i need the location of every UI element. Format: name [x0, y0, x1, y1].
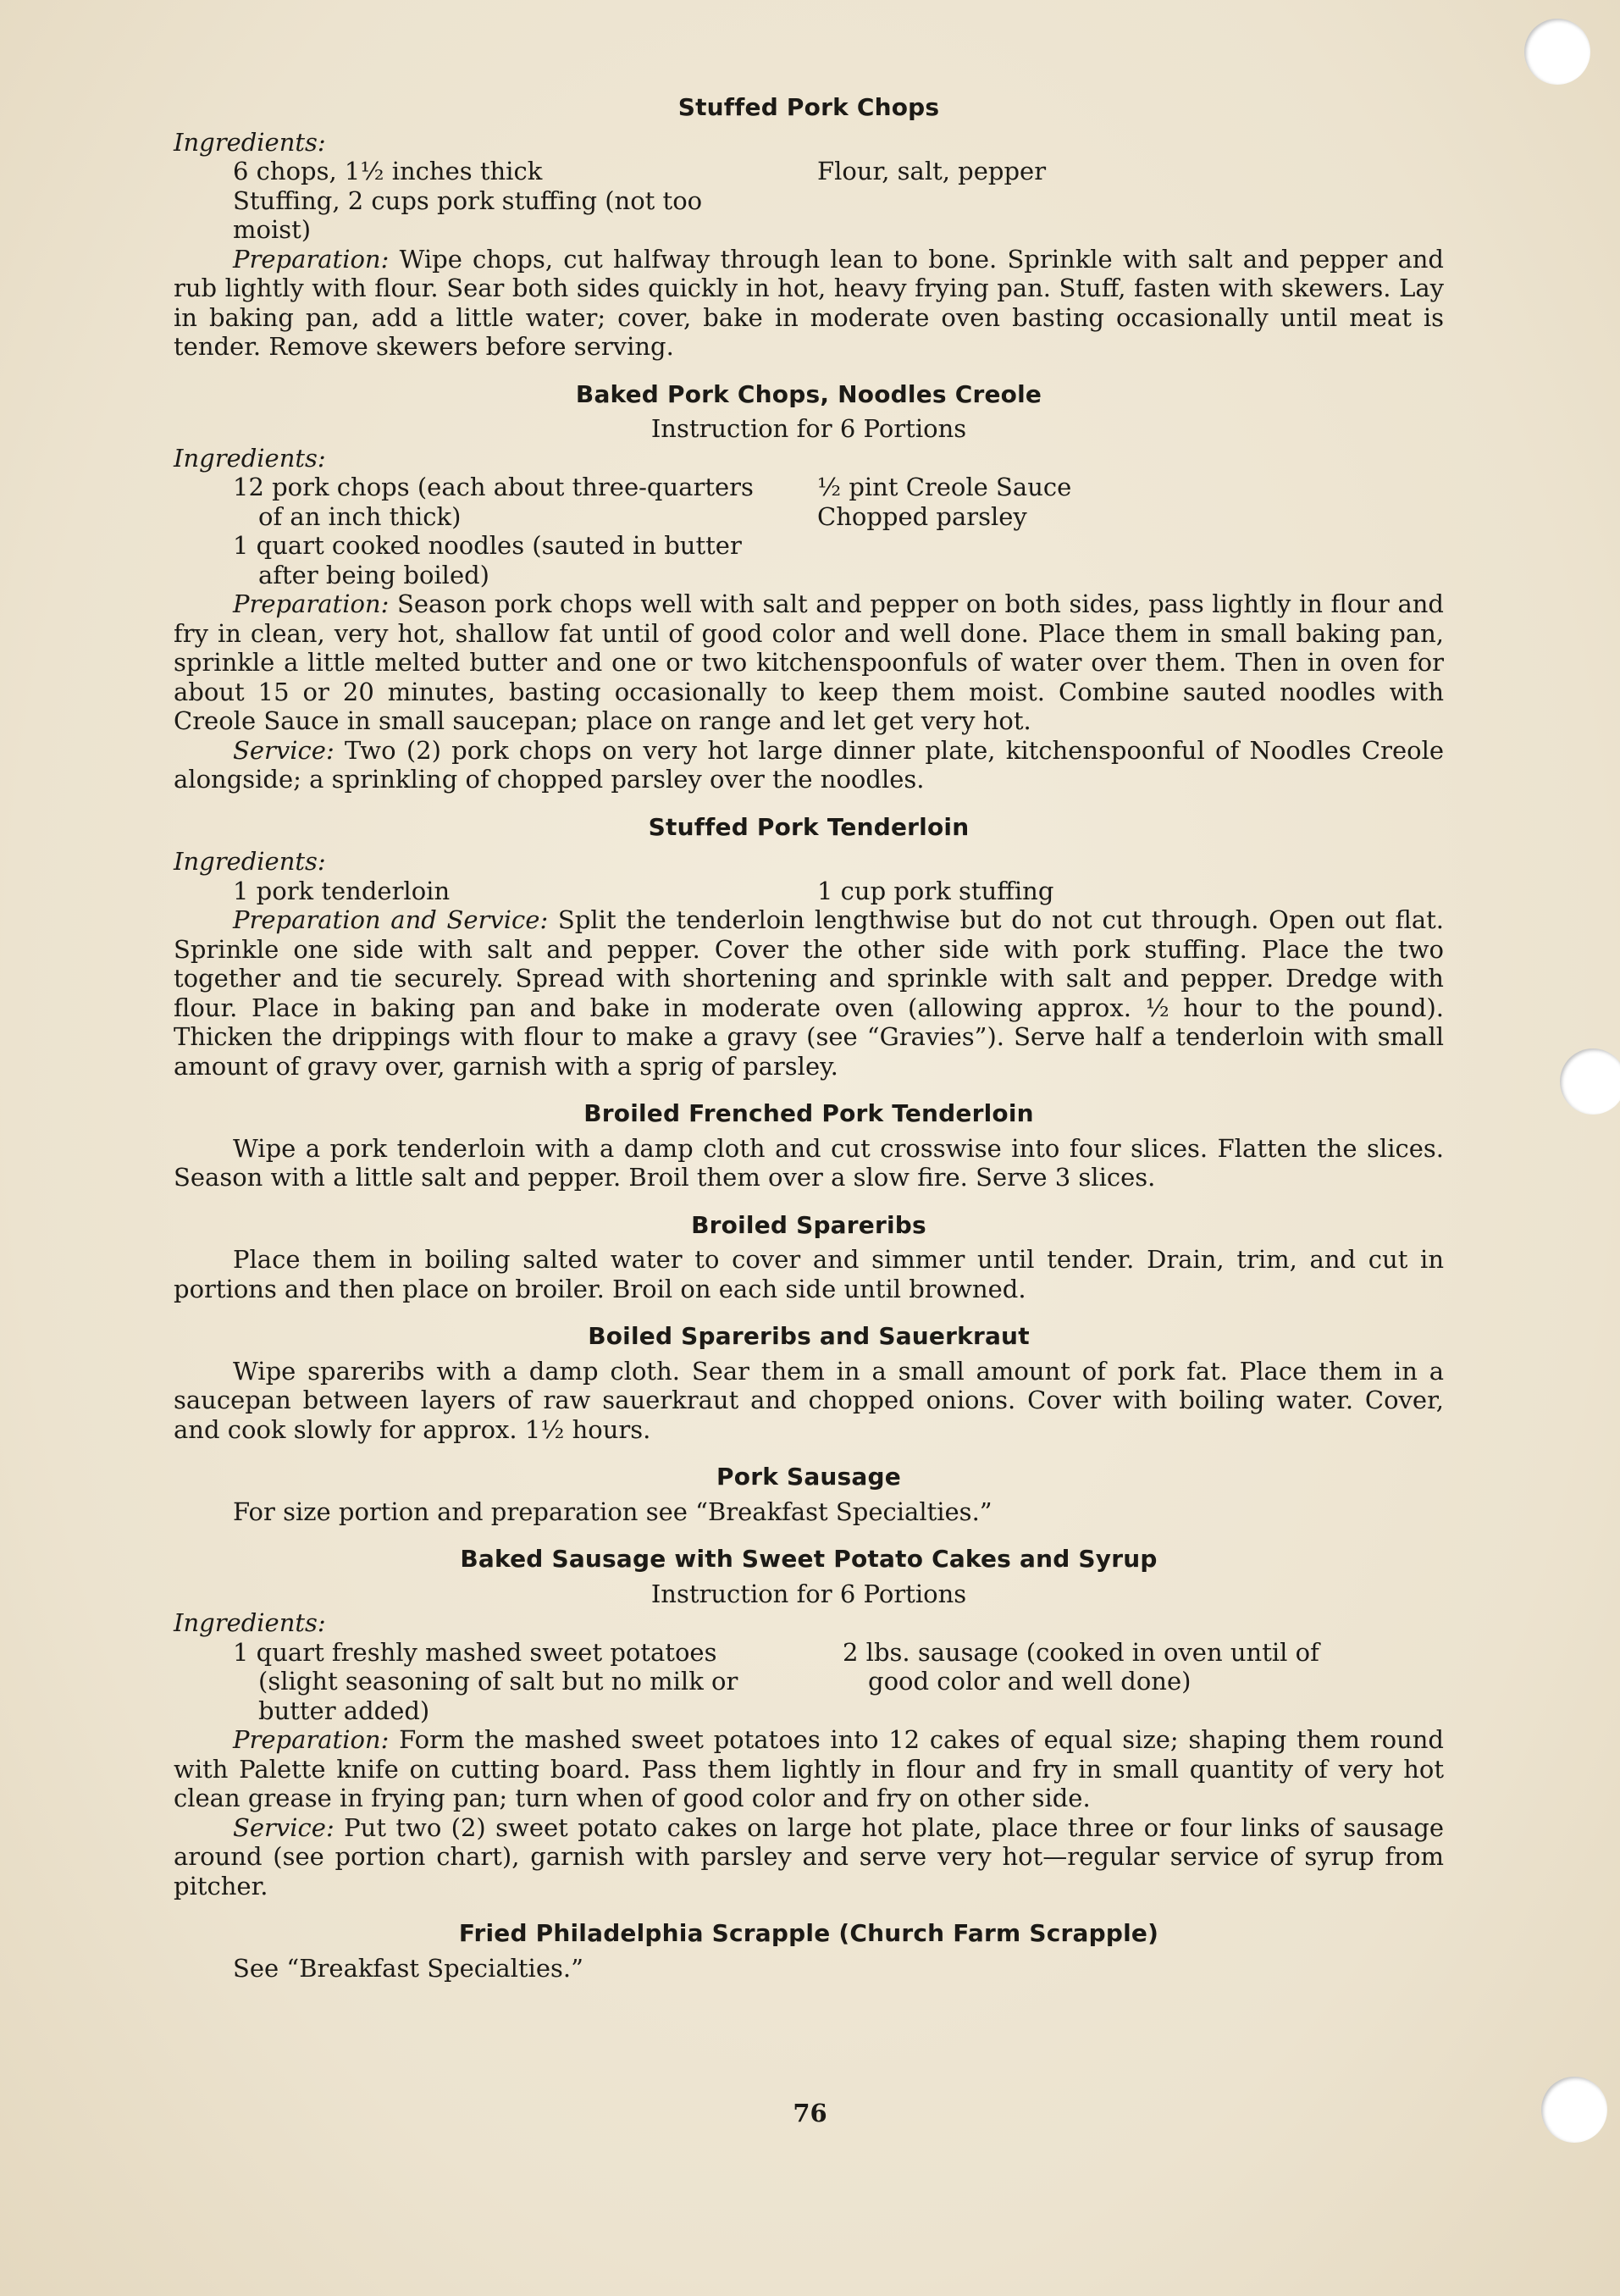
service-text: Two (2) pork chops on very hot large dinner plate, kitchenspoonful of Noodles Creole alongside; a sprinkling of chopped parsley over the noodles.: [174, 735, 1445, 794]
binder-hole-top: [1524, 19, 1590, 85]
recipe-title: Broiled Frenched Pork Tenderloin: [583, 1099, 1034, 1127]
preparation-paragraph: [174, 1725, 1444, 1813]
service-label: Service:: [233, 1812, 335, 1842]
recipe-broiled-frenched-tenderloin: [174, 1099, 1444, 1192]
ingredient: 1 quart freshly mashed sweet potatoes: [233, 1637, 717, 1667]
recipe-title: Stuffed Pork Tenderloin: [648, 812, 970, 841]
recipe-subtitle: Instruction for 6 Portions: [650, 1579, 967, 1608]
ingredient: 1 pork tenderloin: [233, 876, 451, 905]
ingredients-label: Ingredients:: [174, 847, 326, 876]
ingredients-list: [174, 157, 1444, 245]
preparation-paragraph: [174, 905, 1444, 1081]
recipe-title: Baked Pork Chops, Noodles Creole: [575, 379, 1042, 408]
recipe-text: For size portion and preparation see “Breakfast Specialties.”: [233, 1497, 992, 1526]
preparation-paragraph: [174, 589, 1444, 736]
ingredient: ½ pint Creole Sauce: [817, 473, 1072, 501]
recipe-stuffed-pork-tenderloin: [174, 813, 1444, 1082]
preparation-text: Season pork chops well with salt and pepper on both sides, pass lightly in flour and fry in clean, very hot, shallow fat until of good color and well done. Place them in small baking pan, sprinkle a little melted butter and one or two kitchenspoonfuls of water over them. Then in oven for about 15 or 20 minutes, basting occasionally to keep them moist. Combine sauted noodles with Creole Sauce in small saucepan; place on range and let get very hot.: [174, 589, 1444, 735]
ingredient: 2 lbs. sausage (cooked in oven until of: [843, 1637, 1319, 1667]
recipe-title: Fried Philadelphia Scrapple (Church Farm Scrapple): [458, 1919, 1159, 1947]
recipe-subtitle: Instruction for 6 Portions: [650, 414, 967, 443]
ingredient-continuation: good color and well done): [868, 1667, 1192, 1696]
ingredients-label: Ingredients:: [174, 127, 326, 157]
page-number: 76: [793, 2099, 827, 2127]
recipe-stuffed-pork-chops: [174, 93, 1444, 362]
ingredient-continuation: butter added): [258, 1696, 430, 1725]
recipe-page-content: [174, 93, 1444, 1983]
recipe-title: Stuffed Pork Chops: [677, 93, 940, 121]
ingredients-list: [174, 473, 1444, 589]
ingredient: 12 pork chops (each about three-quarters: [233, 473, 754, 501]
ingredient: Chopped parsley: [817, 501, 1027, 531]
binder-hole-middle: [1560, 1048, 1620, 1115]
recipe-title: Boiled Spareribs and Sauerkraut: [588, 1322, 1030, 1350]
ingredient-continuation: of an inch thick): [258, 501, 462, 531]
ingredients-list: [174, 1638, 1444, 1726]
preparation-label: Preparation and Service:: [233, 905, 549, 934]
preparation-label: Preparation:: [233, 1725, 390, 1754]
recipe-baked-sausage-sweet-potato: [174, 1545, 1444, 1900]
recipe-text: Place them in boiling salted water to cover and simmer until tender. Drain, trim, and cut in portions and then place on broiler. Broil on each side until browned.: [174, 1245, 1444, 1303]
preparation-label: Preparation:: [233, 244, 390, 274]
recipe-boiled-spareribs-sauerkraut: [174, 1322, 1444, 1444]
ingredients-label: Ingredients:: [174, 1608, 326, 1637]
ingredient: 1 quart cooked noodles (sauted in butter: [233, 531, 742, 560]
recipe-title: Broiled Spareribs: [691, 1210, 926, 1239]
service-text: Put two (2) sweet potato cakes on large hot plate, place three or four links of sausage around (see portion chart), garnish with parsley and serve very hot—regular service of syrup from pitcher.: [174, 1812, 1445, 1900]
ingredients-label: Ingredients:: [174, 443, 326, 473]
ingredient-continuation: moist): [233, 215, 312, 244]
preparation-paragraph: [174, 245, 1444, 362]
service-label: Service:: [233, 735, 335, 765]
recipe-text: Wipe a pork tenderloin with a damp cloth and cut crosswise into four slices. Flatten the slices. Season with a little salt and pepper. Broil them over a slow fire. Serve 3 slices.: [174, 1133, 1444, 1192]
recipe-title: Baked Sausage with Sweet Potato Cakes and Syrup: [460, 1545, 1158, 1573]
preparation-text: Split the tenderloin lengthwise but do not cut through. Open out flat. Sprinkle one side with salt and pepper. Cover the other side with pork stuffing. Place the two together and tie securely. Spread with shortening and sprinkle with salt and pepper. Dredge with flour. Place in baking pan and bake in moderate oven (allowing approx. ½ hour to the pound). Thicken the drippings with flour to make a gravy (see “Gravies”). Serve half a tenderloin with small amount of gravy over, garnish with a sprig of parsley.: [174, 905, 1444, 1081]
recipe-fried-philadelphia-scrapple: [174, 1919, 1444, 1983]
recipe-text: See “Breakfast Specialties.”: [233, 1953, 583, 1983]
ingredient: 1 cup pork stuffing: [817, 876, 1054, 905]
recipe-text: Wipe spareribs with a damp cloth. Sear them in a small amount of pork fat. Place them in a saucepan between layers of raw sauerkraut and chopped onions. Cover with boiling water. Cover, and cook slowly for approx. 1½ hours.: [174, 1356, 1444, 1444]
recipe-broiled-spareribs: [174, 1211, 1444, 1304]
preparation-label: Preparation:: [233, 589, 390, 618]
ingredient-continuation: (slight seasoning of salt but no milk or: [258, 1667, 738, 1696]
recipe-title: Pork Sausage: [716, 1463, 901, 1491]
preparation-text: Form the mashed sweet potatoes into 12 cakes of equal size; shaping them round with Palette knife on cutting board. Pass them lightly in flour and fry in small quantity of very hot clean grease in frying pan; turn when of good color and fry on other side.: [174, 1725, 1444, 1812]
ingredient: Flour, salt, pepper: [817, 157, 1047, 185]
recipe-baked-pork-chops: [174, 380, 1444, 794]
ingredient: 6 chops, 1½ inches thick: [233, 157, 543, 185]
preparation-text: Wipe chops, cut halfway through lean to bone. Sprinkle with salt and pepper and rub lightly with flour. Sear both sides quickly in hot, heavy frying pan. Stuff, fasten with skewers. Lay in baking pan, add a little water; cover, bake in moderate oven basting occasionally until meat is tender. Remove skewers before serving.: [174, 244, 1444, 361]
ingredients-list: [174, 877, 1444, 906]
ingredient-continuation: after being boiled): [258, 560, 489, 589]
recipe-pork-sausage: [174, 1463, 1444, 1526]
service-paragraph: [174, 1813, 1444, 1901]
service-paragraph: [174, 736, 1444, 794]
ingredient: Stuffing, 2 cups pork stuffing (not too: [233, 185, 703, 215]
